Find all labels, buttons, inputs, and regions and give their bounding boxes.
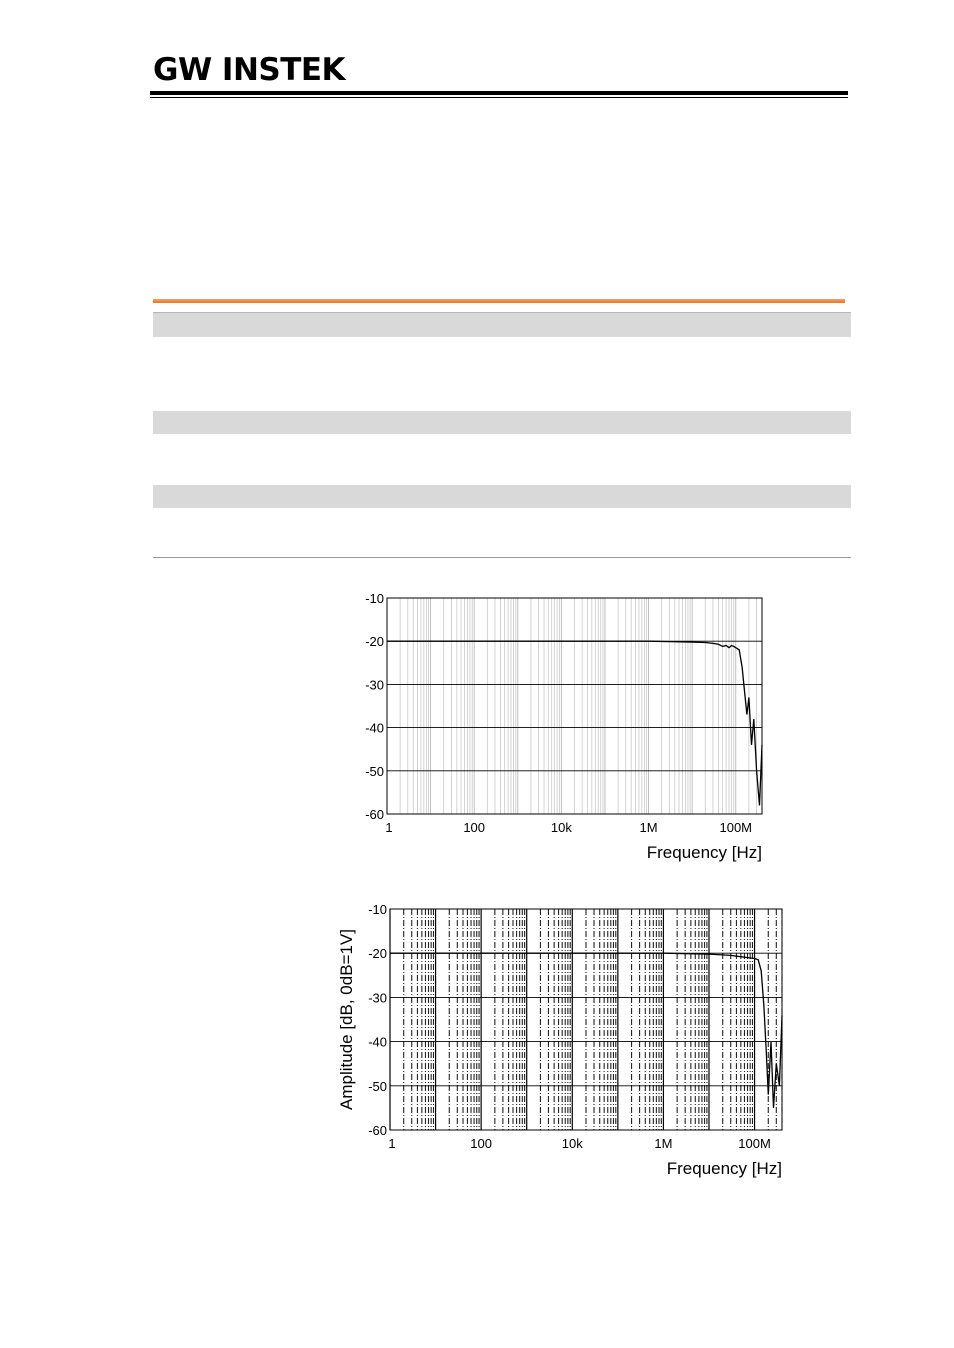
x-tick-label: 1 bbox=[388, 1136, 396, 1151]
logo-text: GW INSTEK bbox=[153, 52, 346, 88]
y-tick-label: -50 bbox=[365, 763, 384, 779]
header-rule-thick bbox=[150, 91, 848, 95]
minor-gridlines bbox=[387, 598, 762, 814]
header-rule-thin bbox=[150, 97, 848, 98]
x-tick-label: 1M bbox=[654, 1136, 673, 1151]
x-tick-label: 10k bbox=[550, 820, 572, 835]
x-tick-label: 1M bbox=[639, 820, 658, 835]
y-tick-label: -10 bbox=[365, 591, 384, 606]
gw-instek-logo bbox=[153, 50, 346, 88]
y-tick-label: -30 bbox=[368, 990, 387, 1006]
x-tick-label: 100 bbox=[463, 820, 486, 835]
y-tick-label: -20 bbox=[368, 946, 387, 962]
y-tick-label: -60 bbox=[368, 1123, 387, 1138]
y-tick-label: -40 bbox=[368, 1034, 387, 1050]
y-tick-label: -30 bbox=[365, 677, 384, 693]
x-tick-label: 1 bbox=[385, 820, 393, 835]
y-tick-label: -60 bbox=[365, 807, 384, 822]
x-tick-label: 10k bbox=[561, 1136, 583, 1151]
table-header-band-1 bbox=[153, 312, 851, 337]
table-bottom-rule bbox=[153, 557, 851, 558]
y-axis-label: Amplitude [dB, 0dB=1V] bbox=[337, 929, 356, 1110]
x-tick-label: 100M bbox=[738, 1136, 771, 1151]
table-header-band-2 bbox=[153, 411, 851, 434]
frequency-response-chart-1 bbox=[330, 585, 780, 870]
x-tick-label: 100M bbox=[719, 820, 753, 835]
minor-gridlines bbox=[390, 909, 782, 1130]
y-tick-label: -20 bbox=[365, 634, 384, 650]
table-header-band-3 bbox=[153, 485, 851, 508]
y-tick-label: -50 bbox=[368, 1078, 387, 1094]
y-tick-label: -10 bbox=[368, 902, 387, 917]
x-axis-label: Frequency [Hz] bbox=[646, 843, 762, 862]
section-accent-rule bbox=[153, 299, 845, 303]
y-tick-label: -40 bbox=[365, 720, 384, 736]
x-axis-label: Frequency [Hz] bbox=[666, 1159, 782, 1178]
x-tick-label: 100 bbox=[470, 1136, 492, 1151]
frequency-response-chart-2 bbox=[330, 898, 790, 1183]
